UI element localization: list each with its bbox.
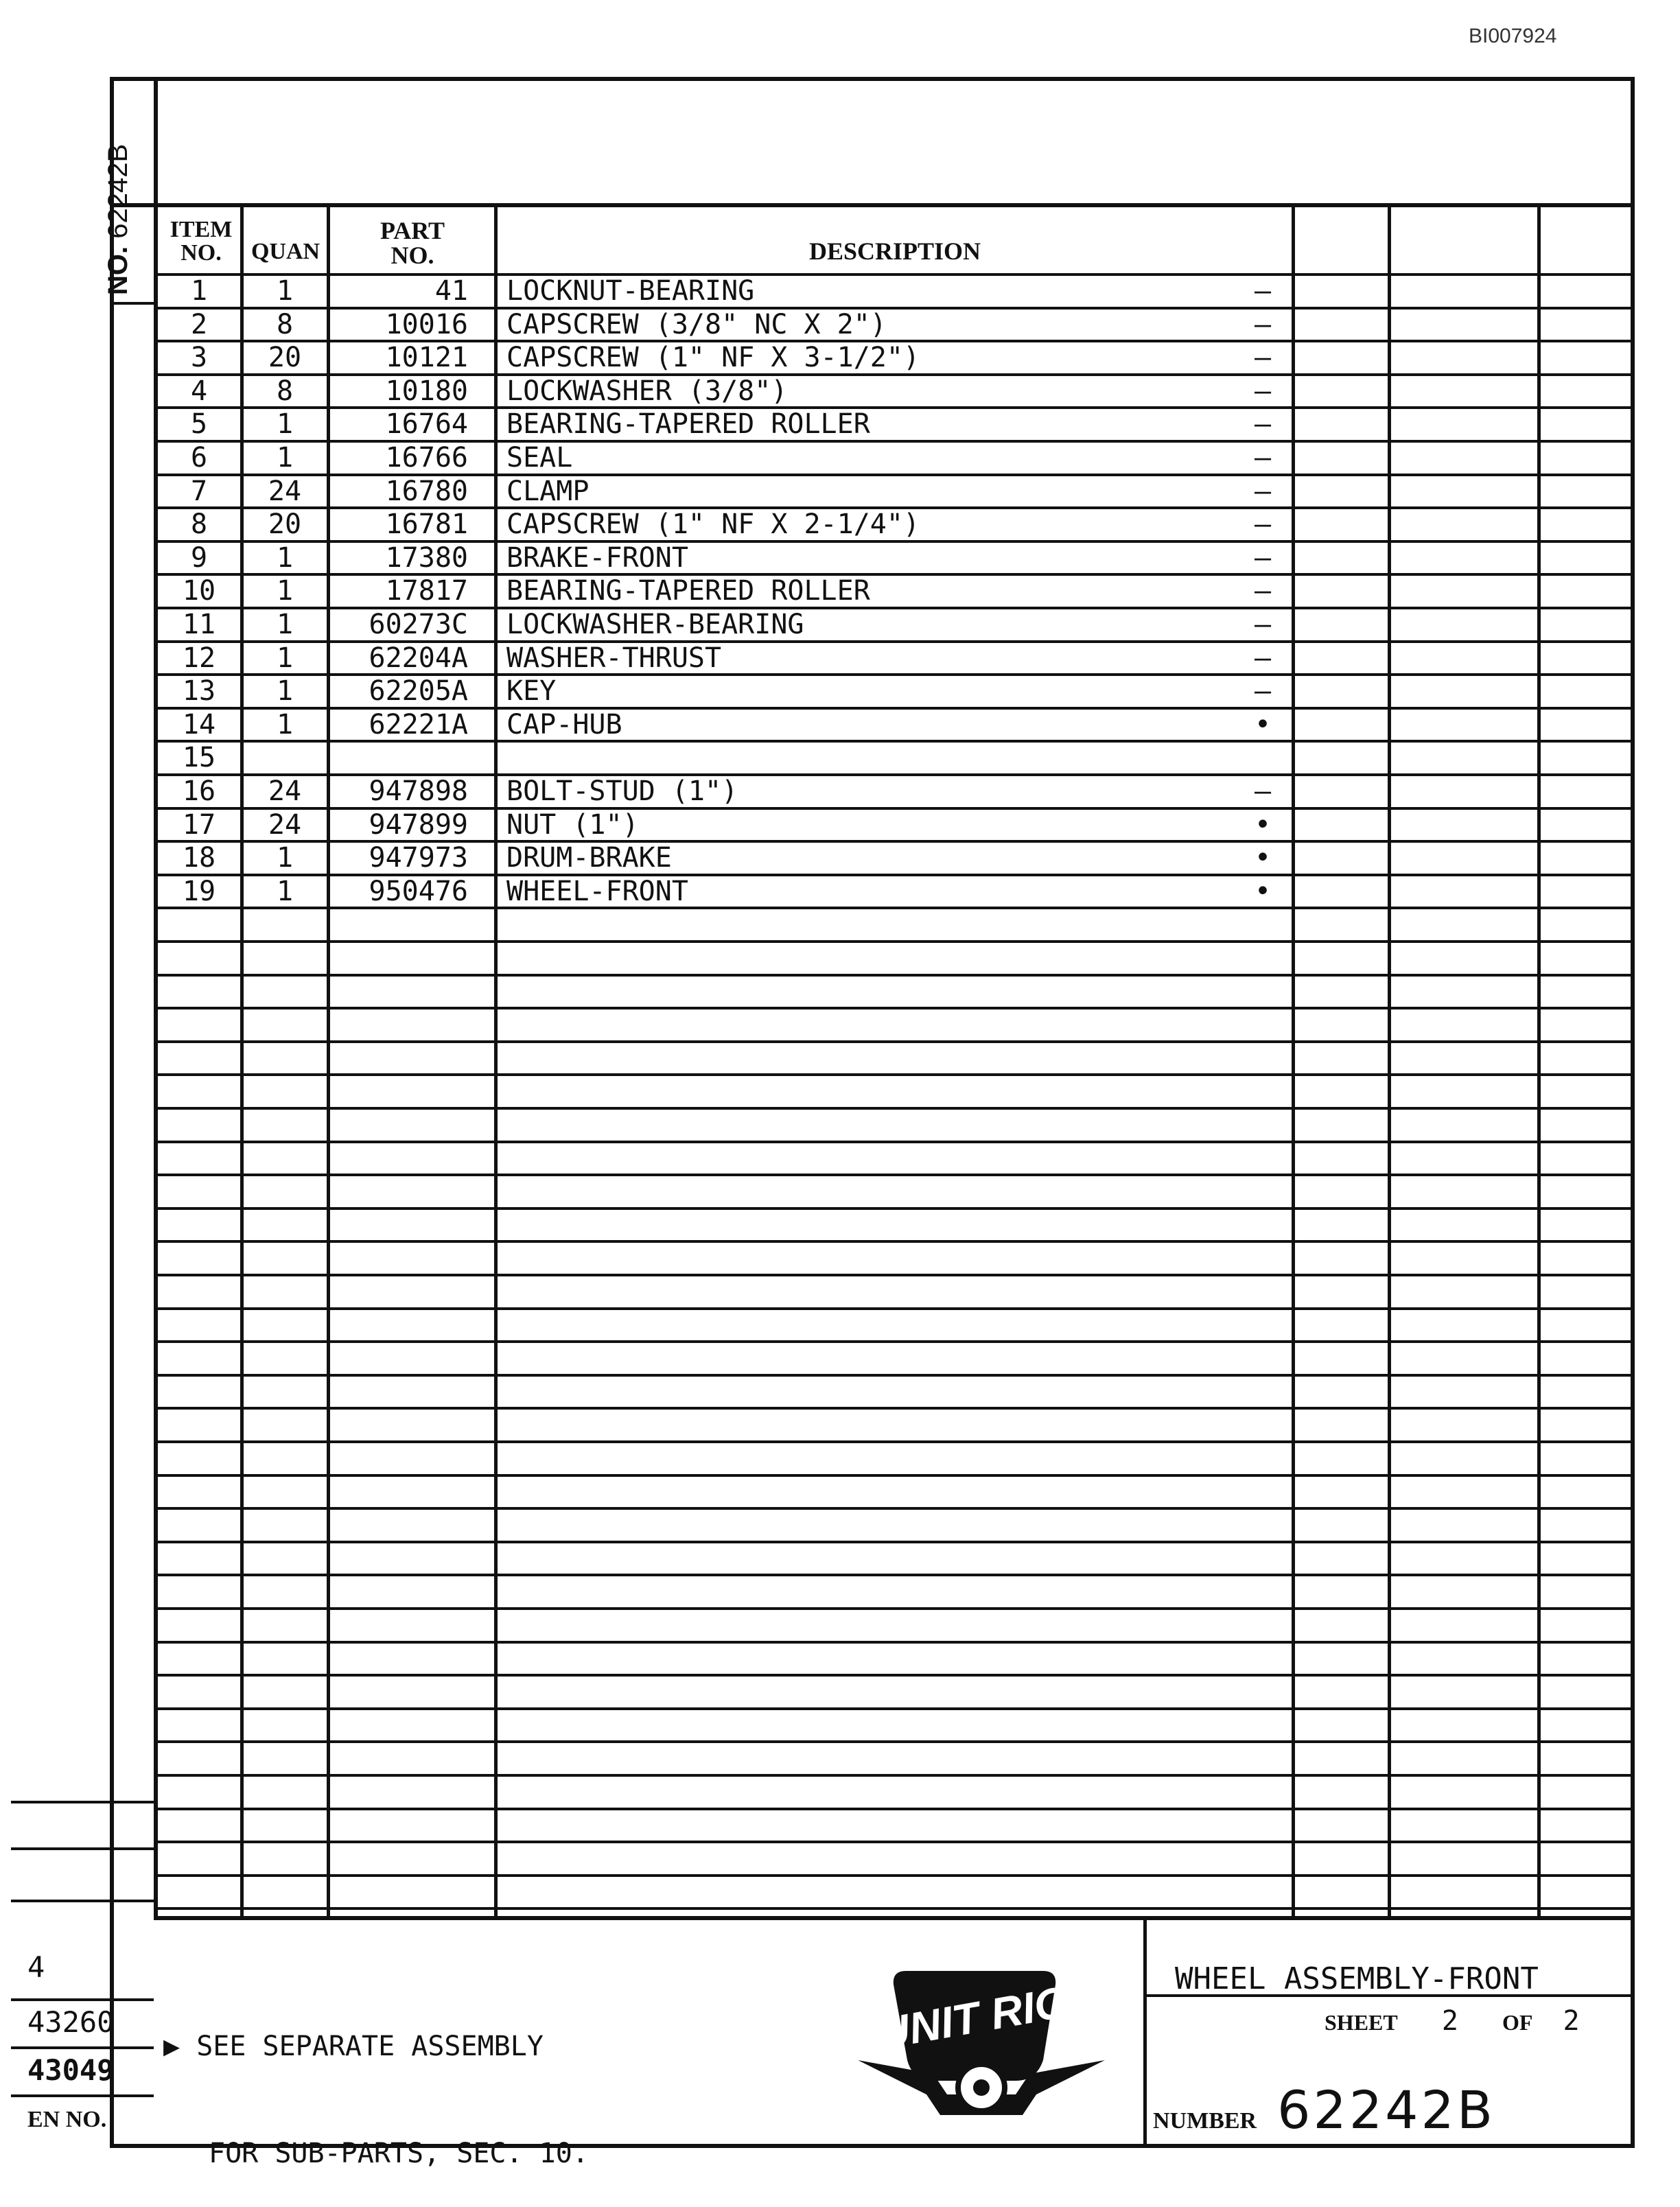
mark-cell: — <box>1254 375 1272 407</box>
quan-cell: 8 <box>276 375 294 407</box>
quan-cell: 1 <box>276 575 294 607</box>
mark-cell: — <box>1254 408 1272 440</box>
header-quan: QUAN <box>250 239 320 264</box>
quan-cell: 1 <box>276 876 294 907</box>
col-divider-part <box>494 206 498 1916</box>
description-cell: CAPSCREW (3/8" NC X 2") <box>506 309 887 340</box>
quan-cell: 20 <box>268 509 302 540</box>
part-no-cell: 41 <box>434 275 468 307</box>
ruled-line <box>154 1073 1635 1076</box>
description-cell: BEARING-TAPERED ROLLER <box>506 575 870 607</box>
ruled-line <box>154 1407 1635 1410</box>
part-no-cell: 62205A <box>369 675 468 707</box>
side-drawing-number <box>103 144 134 295</box>
ruled-line <box>154 1173 1635 1176</box>
item-no-cell: 1 <box>190 275 208 307</box>
mark-cell: — <box>1254 442 1272 474</box>
mark-cell: — <box>1254 275 1272 307</box>
mark-cell: • <box>1254 876 1272 907</box>
number-label: NUMBER <box>1153 2108 1257 2134</box>
sub-parts-note <box>163 1957 589 2207</box>
ruled-line <box>154 1907 1635 1910</box>
ruled-line <box>154 940 1635 943</box>
part-no-cell: 10180 <box>385 375 468 407</box>
quan-cell: 1 <box>276 275 294 307</box>
ruled-line <box>154 1141 1635 1143</box>
part-no-cell: 16781 <box>385 509 468 540</box>
logo-text: UNIT RIG <box>874 1976 1073 2059</box>
side-no-prefix: NO. <box>103 246 133 295</box>
arrow-icon: ▶ <box>163 2031 180 2062</box>
description-cell: CAPSCREW (1" NF X 3-1/2") <box>506 342 920 373</box>
part-no-cell: 950476 <box>369 876 468 907</box>
item-no-cell: 9 <box>190 542 208 574</box>
side-tab-bottom <box>110 302 158 305</box>
part-no-cell: 60273C <box>369 609 468 640</box>
quan-cell: 1 <box>276 542 294 574</box>
mark-cell: — <box>1254 309 1272 340</box>
col-divider-desc <box>1292 206 1295 1916</box>
part-no-cell: 62204A <box>369 642 468 674</box>
part-no-cell: 10121 <box>385 342 468 373</box>
part-no-cell: 947898 <box>369 775 468 807</box>
quan-cell: 1 <box>276 709 294 740</box>
ruled-line <box>154 1307 1635 1310</box>
item-no-cell: 10 <box>182 575 216 607</box>
col-divider-item <box>240 206 244 1916</box>
drawing-number: 62242B <box>1277 2079 1496 2140</box>
item-no-cell: 17 <box>182 809 216 841</box>
note-line-1: SEE SEPARATE ASSEMBLY <box>196 2031 544 2062</box>
col-divider-extra1 <box>1388 206 1391 1916</box>
col-divider-extra2 <box>1537 206 1541 1916</box>
description-cell: WASHER-THRUST <box>506 642 722 674</box>
ruled-line <box>154 1674 1635 1677</box>
rev-line-e <box>11 2046 154 2049</box>
quan-cell: 24 <box>268 809 302 841</box>
ruled-line <box>154 1474 1635 1477</box>
item-no-cell: 7 <box>190 476 208 507</box>
part-no-cell: 16780 <box>385 476 468 507</box>
rev-line-b <box>11 1847 154 1850</box>
mark-cell: — <box>1254 476 1272 507</box>
revision-3: 43049 <box>27 2053 115 2087</box>
top-divider <box>110 203 1635 207</box>
mark-cell: — <box>1254 575 1272 607</box>
description-cell: DRUM-BRAKE <box>506 842 672 874</box>
description-cell: BOLT-STUD (1") <box>506 775 738 807</box>
ruled-line <box>154 1641 1635 1644</box>
ruled-line <box>154 1240 1635 1243</box>
rev-line-a <box>11 1801 154 1803</box>
description-cell: CAPSCREW (1" NF X 2-1/4") <box>506 509 920 540</box>
side-tab-border <box>154 77 158 1916</box>
part-no-cell: 10016 <box>385 309 468 340</box>
mark-cell: — <box>1254 642 1272 674</box>
ruled-line <box>154 974 1635 977</box>
part-no-cell: 947899 <box>369 809 468 841</box>
quan-cell: 1 <box>276 609 294 640</box>
ruled-line <box>154 1541 1635 1543</box>
en-no-label: EN NO. <box>27 2107 107 2132</box>
header-part-no: PART NO. <box>380 217 445 269</box>
item-no-cell: 4 <box>190 375 208 407</box>
sheet-label: SHEET <box>1325 2010 1398 2035</box>
description-cell: LOCKNUT-BEARING <box>506 275 755 307</box>
part-no-cell: 17380 <box>385 542 468 574</box>
ruled-line <box>154 1207 1635 1210</box>
mark-cell: — <box>1254 342 1272 373</box>
mark-cell: — <box>1254 609 1272 640</box>
mark-cell: — <box>1254 509 1272 540</box>
mark-cell: — <box>1254 542 1272 574</box>
title-block-divider <box>1143 1919 1147 2148</box>
quan-cell: 1 <box>276 408 294 440</box>
quan-cell: 1 <box>276 675 294 707</box>
revision-1: 4 <box>27 1950 45 1984</box>
revision-2: 43260 <box>27 2005 115 2039</box>
ruled-line <box>154 1340 1635 1343</box>
note-line-2: FOR SUB-PARTS, SEC. 10. <box>209 2138 589 2169</box>
ruled-line <box>154 1707 1635 1710</box>
ruled-line <box>154 1507 1635 1510</box>
description-cell: KEY <box>506 675 557 707</box>
bottom-divider <box>154 1916 1635 1920</box>
rev-line-d <box>11 1998 154 2001</box>
mark-cell: • <box>1254 709 1272 740</box>
header-item-no: ITEM NO. <box>170 217 233 266</box>
description-cell: CAP-HUB <box>506 709 622 740</box>
item-no-cell: 13 <box>182 675 216 707</box>
mark-cell: • <box>1254 842 1272 874</box>
quan-cell: 1 <box>276 642 294 674</box>
sheet-total: 2 <box>1563 2005 1580 2037</box>
mark-cell: — <box>1254 775 1272 807</box>
item-no-cell: 8 <box>190 509 208 540</box>
ruled-line <box>154 1040 1635 1043</box>
ruled-line <box>154 1574 1635 1576</box>
description-cell: CLAMP <box>506 476 590 507</box>
description-cell: BRAKE-FRONT <box>506 542 688 574</box>
document-id: BI007924 <box>1469 25 1557 47</box>
sheet-info <box>1325 2005 1580 2037</box>
col-divider-quan <box>327 206 330 1916</box>
ruled-line <box>154 1841 1635 1843</box>
drawing-number-block <box>1153 2079 1495 2140</box>
part-no-cell: 17817 <box>385 575 468 607</box>
item-no-cell: 16 <box>182 775 216 807</box>
ruled-line <box>154 1007 1635 1009</box>
ruled-line <box>154 1607 1635 1610</box>
quan-cell: 20 <box>268 342 302 373</box>
item-no-cell: 3 <box>190 342 208 373</box>
mark-cell: — <box>1254 675 1272 707</box>
sheet-number: 2 <box>1441 2005 1458 2037</box>
ruled-line <box>154 1740 1635 1743</box>
quan-cell: 24 <box>268 476 302 507</box>
rev-line-f <box>11 2094 154 2097</box>
ruled-line <box>154 1808 1635 1810</box>
ruled-line <box>154 1874 1635 1877</box>
ruled-line <box>154 1274 1635 1276</box>
ruled-line <box>154 1774 1635 1777</box>
quan-cell: 8 <box>276 309 294 340</box>
description-cell: WHEEL-FRONT <box>506 876 688 907</box>
header-description: DESCRIPTION <box>808 237 981 265</box>
item-no-cell: 11 <box>182 609 216 640</box>
part-no-cell: 947973 <box>369 842 468 874</box>
item-no-cell: 5 <box>190 408 208 440</box>
item-no-cell: 12 <box>182 642 216 674</box>
description-cell: BEARING-TAPERED ROLLER <box>506 408 870 440</box>
item-no-cell: 18 <box>182 842 216 874</box>
part-no-cell: 16764 <box>385 408 468 440</box>
part-no-cell: 16766 <box>385 442 468 474</box>
item-no-cell: 2 <box>190 309 208 340</box>
of-label: OF <box>1502 2010 1533 2035</box>
side-no-value: 62242B <box>103 143 133 239</box>
quan-cell: 1 <box>276 842 294 874</box>
item-no-cell: 15 <box>182 742 216 773</box>
drawing-title: WHEEL ASSEMBLY-FRONT <box>1175 1961 1539 1996</box>
description-cell: LOCKWASHER-BEARING <box>506 609 804 640</box>
rev-line-c <box>11 1900 154 1902</box>
quan-cell: 1 <box>276 442 294 474</box>
unit-rig-logo <box>858 1957 1105 2122</box>
quan-cell: 24 <box>268 775 302 807</box>
item-no-cell: 6 <box>190 442 208 474</box>
ruled-line <box>154 1107 1635 1110</box>
description-cell: SEAL <box>506 442 573 474</box>
description-cell: NUT (1") <box>506 809 639 841</box>
item-no-cell: 14 <box>182 709 216 740</box>
description-cell: LOCKWASHER (3/8") <box>506 375 788 407</box>
ruled-line <box>154 1440 1635 1443</box>
mark-cell: • <box>1254 809 1272 841</box>
part-no-cell: 62221A <box>369 709 468 740</box>
ruled-line <box>154 1374 1635 1377</box>
item-no-cell: 19 <box>182 876 216 907</box>
